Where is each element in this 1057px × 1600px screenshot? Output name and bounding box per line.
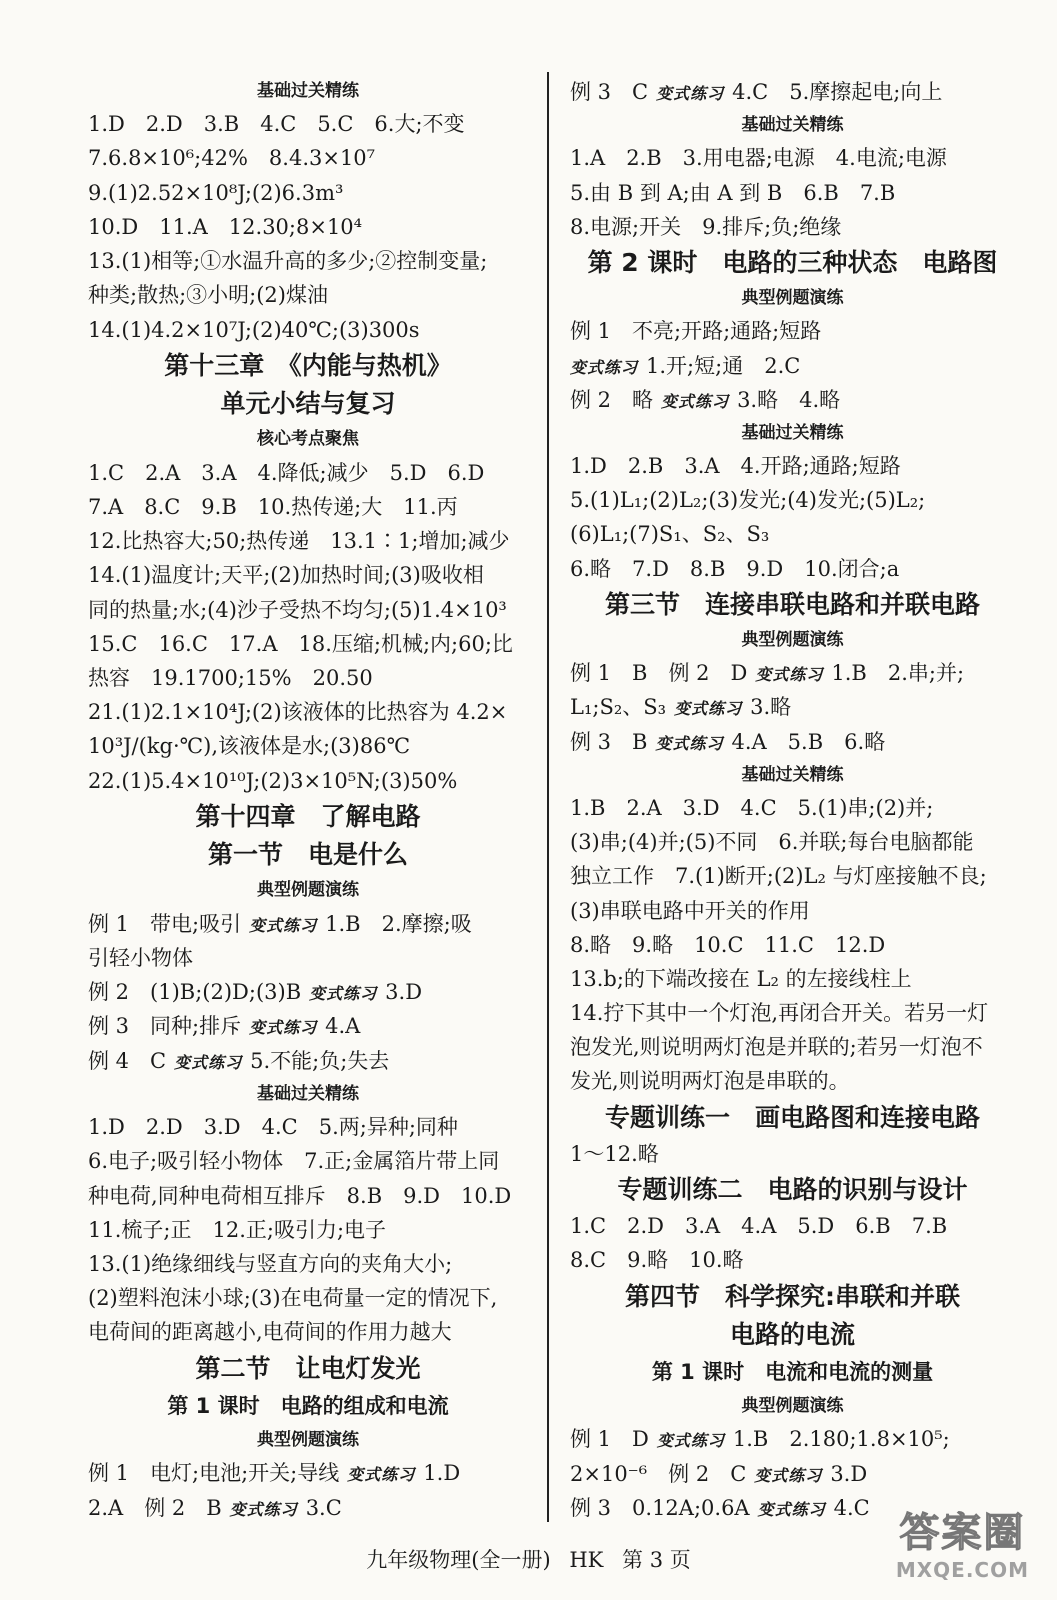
- answer-line: 14.(1)温度计;天平;(2)加热时间;(3)吸收相: [88, 563, 484, 588]
- section-heading: 第十四章 了解电路: [195, 801, 421, 831]
- answer-line: 9.(1)2.52×10⁸J;(2)6.3m³: [88, 180, 344, 205]
- example-answer: 例 3 C: [570, 80, 649, 104]
- variant-practice-label: 变式练习: [655, 733, 724, 753]
- answer-line: 6.略 7.D 8.B 9.D 10.闭合;a: [570, 556, 900, 581]
- answer-line: 14.(1)4.2×10⁷J;(2)40℃;(3)300s: [88, 317, 420, 342]
- variant-practice-label: 变式练习: [754, 1465, 823, 1485]
- right-column: [570, 76, 1015, 1526]
- section-subheading: 基础过关精练: [741, 422, 844, 443]
- answer-line: 引轻小物体: [88, 945, 193, 970]
- practice-answer: 1.B 2.180;1.8×10⁵;: [732, 1427, 950, 1452]
- answer-line: 同的热量;水;(4)沙子受热不均匀;(5)1.4×10³: [88, 597, 507, 622]
- answer-line: [88, 1457, 528, 1489]
- example-answer: 例 3 同种;排斥: [88, 1014, 242, 1039]
- answer-line: 种电荷,同种电荷相互排斥 8.B 9.D 10.D: [88, 1183, 512, 1208]
- practice-answer: 3.略 4.略: [737, 387, 841, 412]
- footer-page-number: 第 3 页: [622, 1548, 691, 1572]
- answer-line: 1.B 2.A 3.D 4.C 5.(1)串;(2)并;: [570, 795, 934, 820]
- variant-practice-label: 变式练习: [347, 1465, 416, 1485]
- variant-practice-label: 变式练习: [229, 1499, 298, 1519]
- answer-line: [570, 350, 1015, 382]
- section-heading: 专题训练一 画电路图和连接电路: [604, 1102, 980, 1132]
- answer-line: [570, 657, 1015, 689]
- answer-line: 电荷间的距离越小,电荷间的作用力越大: [88, 1320, 452, 1345]
- answer-line: 种类;散热;③小明;(2)煤油: [88, 283, 328, 308]
- answer-line: [570, 76, 1015, 108]
- example-answer: 例 1 带电;吸引: [88, 911, 242, 936]
- answer-line: 7.6.8×10⁶;42% 8.4.3×10⁷: [88, 146, 376, 171]
- answer-line: [570, 726, 1015, 758]
- answer-line: 1.C 2.A 3.A 4.降低;减少 5.D 6.D: [88, 460, 485, 485]
- section-subheading: 核心考点聚焦: [257, 429, 359, 450]
- answer-line: 12.比热容大;50;热传递 13.1∶1;增加;减少: [88, 529, 510, 554]
- section-subheading: 典型例题演练: [741, 630, 844, 650]
- example-answer: 例 3 B: [570, 729, 648, 754]
- answer-line: 6.电子;吸引轻小物体 7.正;金属箔片带上同: [88, 1149, 500, 1174]
- section-heading: 第二节 让电灯发光: [195, 1353, 421, 1383]
- answer-line: 5.(1)L₁;(2)L₂;(3)发光;(4)发光;(5)L₂;: [570, 488, 926, 513]
- answer-line: 8.电源;开关 9.排斥;负;绝缘: [570, 214, 842, 239]
- variant-practice-label: 变式练习: [656, 84, 725, 103]
- example-answer: 例 1 电灯;电池;开关;导线: [88, 1461, 340, 1486]
- answer-line: [570, 1458, 1015, 1490]
- left-column: [88, 76, 528, 1526]
- answer-line: [570, 1423, 1015, 1455]
- practice-answer: 1.开;短;通 2.C: [646, 353, 801, 378]
- answer-line: 22.(1)5.4×10¹⁰J;(2)3×10⁵N;(3)50%: [88, 768, 458, 793]
- section-subheading: 基础过关精练: [257, 81, 359, 101]
- answer-line: [88, 908, 528, 940]
- practice-answer: 3.D: [385, 980, 423, 1005]
- section-subheading: 基础过关精练: [741, 115, 844, 136]
- answer-line: 10.D 11.A 12.30;8×10⁴: [88, 214, 363, 239]
- section-subheading: 基础过关精练: [741, 764, 844, 785]
- practice-answer: 1.B 2.串;并;: [831, 661, 965, 686]
- variant-practice-label: 变式练习: [570, 357, 639, 377]
- variant-practice-label: 变式练习: [757, 1499, 826, 1519]
- section-subheading: 基础过关精练: [257, 1083, 359, 1104]
- section-subheading: 典型例题演练: [257, 1430, 359, 1451]
- example-answer: 例 4 C: [88, 1048, 167, 1073]
- section-subheading: 典型例题演练: [257, 880, 359, 901]
- answer-line: 11.梳子;正 12.正;吸引力;电子: [88, 1217, 387, 1242]
- answer-line: 15.C 16.C 17.A 18.压缩;机械;内;60;比: [88, 631, 513, 656]
- section-heading: 单元小结与复习: [220, 389, 396, 419]
- answer-line: [88, 1010, 528, 1042]
- section-heading: 第十三章 《内能与热机》: [164, 350, 452, 380]
- section-heading: 第 1 课时 电路的组成和电流: [167, 1393, 449, 1418]
- answer-line: [88, 1492, 528, 1524]
- answer-line: 泡发光,则说明两灯泡是并联的;若另一灯泡不: [570, 1035, 983, 1060]
- example-answer: 例 1 B 例 2 D: [570, 661, 748, 686]
- practice-answer: 4.A 5.B 6.略: [731, 729, 886, 754]
- watermark-url: MXQE.COM: [895, 1558, 1029, 1582]
- section-heading: 电路的电流: [729, 1319, 855, 1349]
- section-heading: 专题训练二 电路的识别与设计: [617, 1175, 968, 1204]
- answer-line: 热容 19.1700;15% 20.50: [88, 665, 373, 690]
- watermark-logo: 答案圈: [899, 1510, 1026, 1556]
- answer-line: 例 1 不亮;开路;通路;短路: [570, 319, 822, 344]
- example-answer: 例 1 D: [570, 1427, 649, 1452]
- variant-practice-label: 变式练习: [674, 699, 743, 719]
- section-heading: 第一节 电是什么: [207, 840, 408, 870]
- answer-line: (3)串;(4)并;(5)不同 6.并联;每台电脑都能: [570, 830, 974, 855]
- answer-line: 1.A 2.B 3.用电器;电源 4.电流;电源: [570, 146, 947, 171]
- section-heading: 第 1 课时 电流和电流的测量: [651, 1359, 934, 1384]
- practice-answer: 4.C: [833, 1495, 870, 1520]
- example-answer: 例 2 (1)B;(2)D;(3)B: [88, 980, 302, 1005]
- footer-edition: HK: [569, 1548, 604, 1572]
- practice-answer: 3.C: [305, 1495, 342, 1520]
- answer-line: 1.D 2.D 3.B 4.C 5.C 6.大;不变: [88, 112, 465, 137]
- answer-line: 10³J/(kg·℃),该液体是水;(3)86℃: [88, 734, 411, 759]
- variant-practice-label: 变式练习: [174, 1052, 243, 1072]
- example-answer: 2×10⁻⁶ 例 2 C: [570, 1461, 747, 1486]
- section-heading: 第三节 连接串联电路和并联电路: [604, 589, 980, 619]
- answer-line: 1～12.略: [570, 1141, 659, 1166]
- variant-practice-label: 变式练习: [249, 915, 318, 935]
- answer-line: [570, 691, 1015, 723]
- variant-practice-label: 变式练习: [755, 665, 824, 685]
- example-answer: L₁;S₂、S₃: [570, 695, 667, 720]
- answer-line: 7.A 8.C 9.B 10.热传递;大 11.丙: [88, 494, 458, 519]
- answer-line: 13.(1)绝缘细线与竖直方向的夹角大小;: [88, 1251, 453, 1276]
- example-answer: 2.A 例 2 B: [88, 1495, 222, 1520]
- answer-line: 8.C 9.略 10.略: [570, 1248, 744, 1273]
- answer-line: 8.略 9.略 10.C 11.C 12.D: [570, 932, 886, 957]
- example-answer: 例 3 0.12A;0.6A: [570, 1495, 750, 1520]
- answer-line: [88, 1045, 528, 1077]
- section-heading: 第 2 课时 电路的三种状态 电路图: [587, 247, 998, 277]
- section-subheading: 典型例题演练: [741, 1396, 844, 1417]
- watermark: [896, 1501, 1029, 1582]
- answer-line: 13.b;的下端改接在 L₂ 的左接线柱上: [570, 966, 912, 991]
- answer-line: (6)L₁;(7)S₁、S₂、S₃: [570, 522, 770, 547]
- answer-line: 5.由 B 到 A;由 A 到 B 6.B 7.B: [570, 180, 896, 205]
- answer-line: 1.D 2.D 3.D 4.C 5.两;异种;同种: [88, 1115, 458, 1140]
- answer-line: 14.拧下其中一个灯泡,再闭合开关。若另一灯: [570, 1001, 989, 1026]
- variant-practice-label: 变式练习: [309, 984, 378, 1004]
- variant-practice-label: 变式练习: [249, 1018, 318, 1038]
- practice-answer: 3.D: [830, 1461, 868, 1486]
- answer-line: 发光,则说明两灯泡是串联的。: [570, 1069, 850, 1094]
- practice-answer: 3.略: [750, 695, 792, 720]
- practice-answer: 1.D: [423, 1461, 461, 1486]
- answer-line: 1.D 2.B 3.A 4.开路;通路;短路: [570, 454, 901, 479]
- example-answer: 例 2 略: [570, 387, 654, 412]
- column-divider: [547, 72, 549, 1522]
- answer-line: 21.(1)2.1×10⁴J;(2)该液体的比热容为 4.2×: [88, 700, 508, 725]
- practice-answer: 5.不能;负;失去: [250, 1048, 390, 1073]
- answer-line: [88, 976, 528, 1008]
- practice-answer: 4.A: [325, 1014, 361, 1039]
- answer-line: (3)串联电路中开关的作用: [570, 898, 810, 923]
- footer-grade: 九年级物理(全一册): [366, 1548, 551, 1572]
- section-subheading: 典型例题演练: [741, 288, 844, 309]
- practice-answer: 4.C 5.摩擦起电;向上: [732, 80, 943, 104]
- variant-practice-label: 变式练习: [661, 391, 730, 411]
- answer-line: (2)塑料泡沫小球;(3)在电荷量一定的情况下,: [88, 1286, 498, 1311]
- variant-practice-label: 变式练习: [656, 1431, 725, 1451]
- section-heading: 第四节 科学探究:串联和并联: [625, 1281, 960, 1311]
- answer-line: 1.C 2.D 3.A 4.A 5.D 6.B 7.B: [570, 1214, 948, 1239]
- answer-line: 独立工作 7.(1)断开;(2)L₂ 与灯座接触不良;: [570, 864, 987, 889]
- answer-line: 13.(1)相等;①水温升高的多少;②控制变量;: [88, 249, 488, 274]
- practice-answer: 1.B 2.摩擦;吸: [325, 911, 472, 936]
- answer-line: [570, 384, 1015, 416]
